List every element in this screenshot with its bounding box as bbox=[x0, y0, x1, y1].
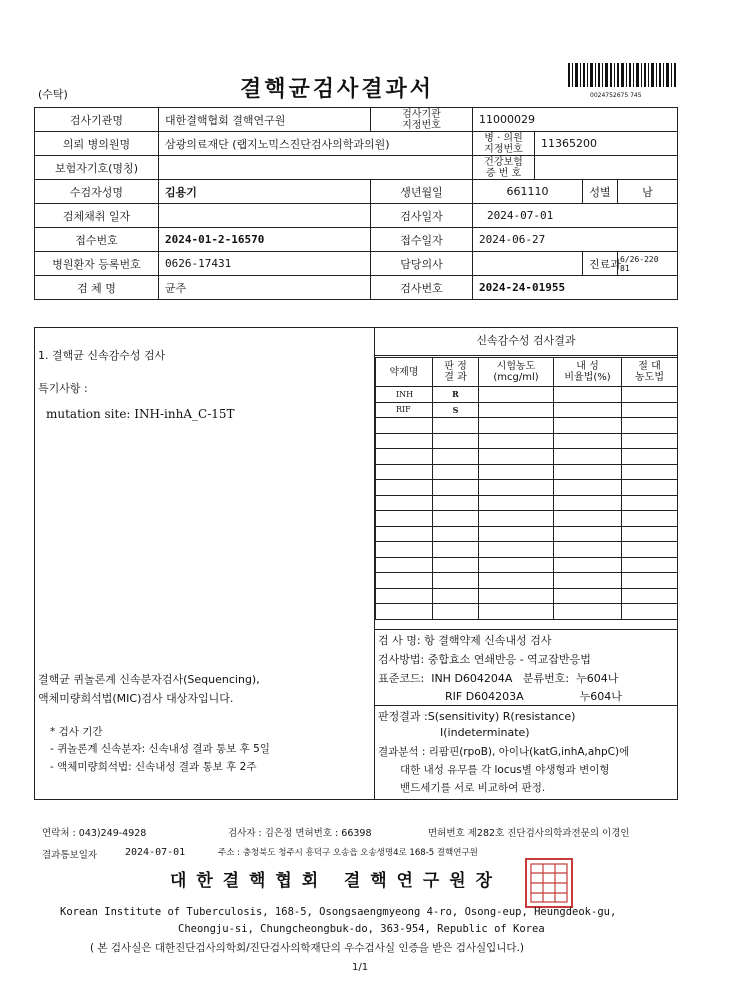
results-cell bbox=[376, 418, 433, 434]
patient-value: 김용기 bbox=[159, 180, 371, 204]
results-cell bbox=[433, 449, 479, 465]
results-cell bbox=[376, 449, 433, 465]
remarks-label: 특기사항 : bbox=[38, 382, 88, 395]
period-title: * 검사 기간 bbox=[50, 726, 103, 738]
period-line-2: - 액체미량희석법: 신속내성 결과 통보 후 2주 bbox=[50, 761, 257, 773]
results-cell bbox=[433, 511, 479, 527]
english-address-1: Korean Institute of Tuberculosis, 168-5, Osongsaengmyeong 4-ro, Osong-eup, Heungdeok-gu, bbox=[60, 906, 617, 918]
results-cell bbox=[376, 542, 433, 558]
test-no-value: 2024-24-01955 bbox=[473, 276, 678, 300]
sex-label: 성별 bbox=[583, 180, 618, 204]
results-header-cell bbox=[554, 358, 622, 387]
results-header-cell bbox=[622, 358, 678, 387]
results-row bbox=[376, 557, 678, 573]
results-header-line: 절 대 bbox=[638, 361, 661, 372]
results-row bbox=[376, 418, 678, 434]
results-row bbox=[376, 588, 678, 604]
results-cell bbox=[433, 557, 479, 573]
results-cell bbox=[622, 449, 678, 465]
results-cell bbox=[479, 387, 554, 403]
dept-value-line1: 6/26-220 bbox=[620, 254, 659, 264]
results-cell bbox=[622, 573, 678, 589]
results-row bbox=[376, 573, 678, 589]
results-cell bbox=[479, 604, 554, 620]
judgment-line-2: I(indeterminate) bbox=[440, 726, 530, 739]
barcode-number: 0024752675 745 bbox=[590, 92, 642, 99]
results-header-cell bbox=[433, 358, 479, 387]
report-date-label: 결과통보일자 bbox=[42, 850, 98, 861]
results-cell: S bbox=[433, 402, 479, 418]
results-row bbox=[376, 480, 678, 496]
results-cell bbox=[622, 588, 678, 604]
institution-value: 대한결핵협회 결핵연구원 bbox=[159, 108, 371, 132]
results-cell bbox=[554, 588, 622, 604]
note-line-1: 결핵균 퀴놀론계 신속분자검사(Sequencing), bbox=[38, 673, 260, 686]
results-cell bbox=[554, 480, 622, 496]
results-cell bbox=[479, 480, 554, 496]
birth-value: 661110 bbox=[473, 180, 583, 204]
results-cell bbox=[433, 542, 479, 558]
hospital-no-label-line2: 지정번호 bbox=[484, 143, 523, 155]
results-cell bbox=[433, 480, 479, 496]
results-row bbox=[376, 526, 678, 542]
results-cell bbox=[554, 604, 622, 620]
mutation-site: mutation site: INH-inhA_C-15T bbox=[46, 407, 235, 421]
test-date-value: 2024-07-01 bbox=[473, 204, 678, 228]
results-header-line: (mcg/ml) bbox=[493, 372, 539, 383]
results-cell bbox=[622, 557, 678, 573]
health-ins-value bbox=[535, 156, 678, 180]
results-cell bbox=[376, 433, 433, 449]
results-cell bbox=[622, 433, 678, 449]
analysis-line-1: 결과분석 : 리팜핀(rpoB), 아이나(katG,inhA,ahpC)에 bbox=[378, 746, 630, 758]
certification-note: ( 본 검사실은 대한진단검사의학회/진단검사의학재단의 우수검사실 인증을 받은 검사실입니다.) bbox=[90, 942, 525, 954]
accession-value: 2024-01-2-16570 bbox=[159, 228, 371, 252]
results-cell bbox=[433, 573, 479, 589]
results-cell bbox=[376, 480, 433, 496]
results-cell bbox=[433, 604, 479, 620]
results-cell: R bbox=[433, 387, 479, 403]
insured-value bbox=[159, 156, 473, 180]
chart-label: 병원환자 등록번호 bbox=[35, 252, 159, 276]
official-seal bbox=[525, 858, 573, 908]
results-cell bbox=[479, 433, 554, 449]
results-cell bbox=[479, 588, 554, 604]
results-header-line: 판 정 bbox=[444, 361, 467, 372]
results-cell bbox=[376, 604, 433, 620]
results-header-line: 시험농도 bbox=[496, 361, 536, 372]
doctor-label: 담당의사 bbox=[371, 252, 473, 276]
results-cell bbox=[479, 573, 554, 589]
results-header-cell bbox=[376, 358, 433, 387]
results-cell bbox=[622, 387, 678, 403]
results-cell bbox=[479, 464, 554, 480]
results-header-line: 내 성 bbox=[576, 361, 599, 372]
receipt-value: 2024-06-27 bbox=[473, 228, 678, 252]
results-cell bbox=[554, 526, 622, 542]
results-row bbox=[376, 449, 678, 465]
chart-value: 0626-17431 bbox=[159, 252, 371, 276]
designation-label-line1: 검사기관 bbox=[402, 108, 441, 120]
patient-label: 수검자성명 bbox=[35, 180, 159, 204]
report-date: 2024-07-01 bbox=[125, 847, 186, 858]
results-cell bbox=[376, 588, 433, 604]
results-cell bbox=[554, 418, 622, 434]
results-cell bbox=[622, 495, 678, 511]
results-cell bbox=[622, 402, 678, 418]
birth-label: 생년월일 bbox=[371, 180, 473, 204]
results-cell bbox=[479, 526, 554, 542]
results-cell bbox=[433, 588, 479, 604]
results-cell bbox=[554, 433, 622, 449]
test-item: 1. 결핵균 신속감수성 검사 bbox=[38, 349, 166, 362]
info-table bbox=[34, 107, 678, 300]
results-cell bbox=[433, 495, 479, 511]
results-row bbox=[376, 402, 678, 418]
dept-label: 진료과 bbox=[583, 252, 618, 276]
accession-label: 접수번호 bbox=[35, 228, 159, 252]
results-cell bbox=[554, 495, 622, 511]
sex-value: 남 bbox=[618, 180, 678, 204]
results-header-line: 농도법 bbox=[635, 372, 664, 383]
results-cell bbox=[622, 511, 678, 527]
method-divider bbox=[375, 629, 677, 630]
results-cell bbox=[554, 542, 622, 558]
results-cell bbox=[554, 573, 622, 589]
results-cell bbox=[376, 511, 433, 527]
address: 주소 : 충청북도 청주시 흥덕구 오송읍 오송생명4로 168-5 결핵연구원 bbox=[218, 848, 478, 858]
hospital-label: 의뢰 병의원명 bbox=[35, 132, 159, 156]
results-row bbox=[376, 464, 678, 480]
designation-value: 11000029 bbox=[473, 108, 678, 132]
note-line-2: 액체미량희석법(MIC)검사 대상자입니다. bbox=[38, 692, 234, 705]
test-name: 검 사 명: 항 결핵약제 신속내성 검사 bbox=[378, 634, 552, 647]
judgment-divider bbox=[375, 705, 677, 706]
specimen-value: 균주 bbox=[159, 276, 371, 300]
hospital-no-label-line1: 병 · 의원 bbox=[484, 132, 523, 144]
results-cell bbox=[622, 526, 678, 542]
results-row bbox=[376, 495, 678, 511]
standard-code-2: RIF D604203A 누604나 bbox=[445, 690, 622, 703]
results-cell bbox=[554, 387, 622, 403]
results-row bbox=[376, 604, 678, 620]
specialist: 면허번호 제282호 진단검사의학과전문의 이경인 bbox=[428, 828, 630, 839]
doctor-value bbox=[473, 252, 583, 276]
analysis-line-2: 대한 내성 유무를 각 locus별 야생형과 변이형 bbox=[400, 764, 610, 776]
results-cell bbox=[479, 418, 554, 434]
results-row bbox=[376, 511, 678, 527]
seal-pattern-icon bbox=[527, 860, 571, 906]
specimen-label: 검 체 명 bbox=[35, 276, 159, 300]
analysis-line-3: 밴드세기를 서로 비교하여 판정. bbox=[400, 782, 546, 794]
results-cell bbox=[554, 511, 622, 527]
test-date-label: 검사일자 bbox=[371, 204, 473, 228]
health-ins-label-line1: 건강보험 bbox=[484, 156, 523, 168]
dept-value-line2: 81 bbox=[620, 263, 630, 273]
results-header-line: 결 과 bbox=[444, 372, 467, 383]
barcode bbox=[568, 63, 678, 93]
results-cell bbox=[479, 511, 554, 527]
results-row bbox=[376, 387, 678, 403]
results-cell bbox=[622, 418, 678, 434]
results-cell bbox=[554, 402, 622, 418]
results-cell bbox=[622, 604, 678, 620]
collect-label: 검체채취 일자 bbox=[35, 204, 159, 228]
results-cell bbox=[554, 557, 622, 573]
contact: 연락처 : 043)249-4928 bbox=[42, 828, 147, 839]
hospital-no-value: 11365200 bbox=[535, 132, 678, 156]
results-cell bbox=[622, 480, 678, 496]
standard-code-1: 표준코드: INH D604204A 분류번호: 누604나 bbox=[378, 672, 619, 685]
results-cell bbox=[433, 526, 479, 542]
results-cell bbox=[554, 464, 622, 480]
hospital-value: 삼광의료재단 (랩지노믹스진단검사의학과의원) bbox=[159, 132, 473, 156]
results-cell bbox=[433, 418, 479, 434]
health-ins-label bbox=[473, 156, 535, 180]
english-address-2: Cheongju-si, Chungcheongbuk-do, 363-954, Republic of Korea bbox=[178, 923, 545, 935]
results-cell bbox=[622, 464, 678, 480]
results-cell: INH bbox=[376, 387, 433, 403]
organization-name: 대 한 결 핵 협 회 결 핵 연 구 원 장 bbox=[170, 871, 495, 891]
results-cell bbox=[376, 557, 433, 573]
results-cell bbox=[376, 526, 433, 542]
examiner: 검사자 : 김은정 면허번호 : 66398 bbox=[228, 828, 372, 839]
health-ins-label-line2: 증 번 호 bbox=[485, 167, 522, 179]
period-line-1: - 퀴놀론계 신속분자: 신속내성 결과 통보 후 5일 bbox=[50, 743, 270, 755]
results-cell: RIF bbox=[376, 402, 433, 418]
results-row bbox=[376, 542, 678, 558]
results-cell bbox=[376, 573, 433, 589]
designation-label-line2: 지정번호 bbox=[402, 119, 441, 131]
results-cell bbox=[479, 495, 554, 511]
collect-value bbox=[159, 204, 371, 228]
results-header-cell bbox=[479, 358, 554, 387]
results-row bbox=[376, 433, 678, 449]
results-cell bbox=[479, 449, 554, 465]
results-cell bbox=[479, 557, 554, 573]
institution-label: 검사기관명 bbox=[35, 108, 159, 132]
test-no-label: 검사번호 bbox=[371, 276, 473, 300]
document-title: 결핵균검사결과서 bbox=[240, 76, 435, 102]
test-method: 검사방법: 중합효소 연쇄반응 - 역교잡반응법 bbox=[378, 653, 591, 666]
insured-label: 보험자기호(명칭) bbox=[35, 156, 159, 180]
results-title: 신속감수성 검사결과 bbox=[375, 327, 677, 356]
copy-label: (수탁) bbox=[38, 88, 68, 101]
page-number: 1/1 bbox=[352, 962, 369, 973]
results-header-line: 비율법(%) bbox=[564, 372, 611, 383]
results-cell bbox=[554, 449, 622, 465]
judgment-line-1: 판정결과 :S(sensitivity) R(resistance) bbox=[378, 710, 576, 723]
receipt-label: 접수일자 bbox=[371, 228, 473, 252]
designation-label bbox=[371, 108, 473, 132]
results-cell bbox=[479, 402, 554, 418]
results-cell bbox=[479, 542, 554, 558]
results-cell bbox=[433, 433, 479, 449]
results-header-line: 약제명 bbox=[389, 366, 419, 378]
results-cell bbox=[376, 464, 433, 480]
results-cell bbox=[376, 495, 433, 511]
susceptibility-table bbox=[375, 357, 678, 620]
dept-value bbox=[618, 252, 678, 276]
results-cell bbox=[433, 464, 479, 480]
results-cell bbox=[622, 542, 678, 558]
hospital-no-label bbox=[473, 132, 535, 156]
